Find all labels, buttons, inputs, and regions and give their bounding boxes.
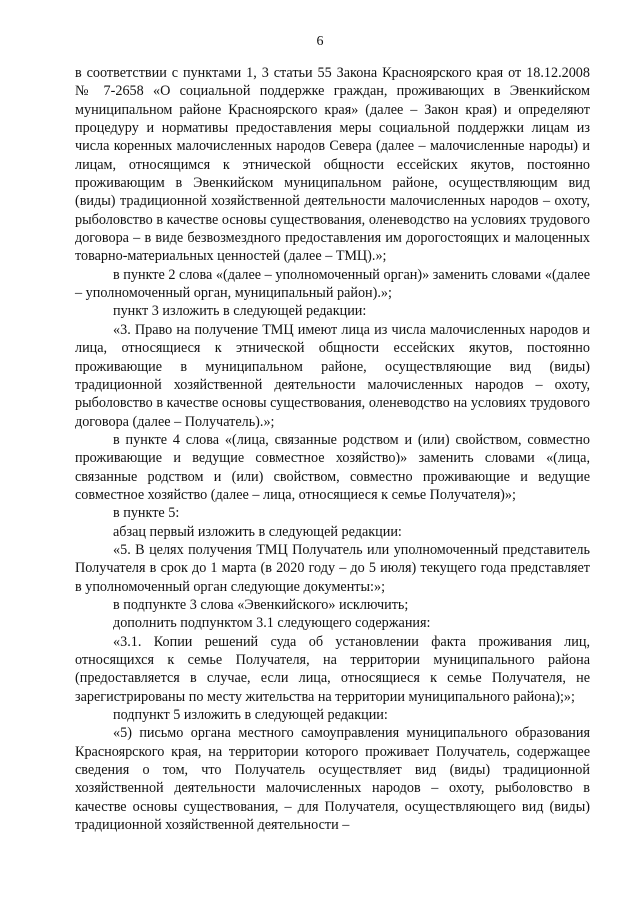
paragraph: в пункте 2 слова «(далее – уполномоченный орган)» заменить словами «(далее – уполномоченный орган, муниципальный район).»; bbox=[75, 266, 590, 302]
paragraph: в подпункте 3 слова «Эвенкийского» исключить; bbox=[113, 596, 409, 613]
paragraph: в соответствии с пунктами 1, 3 статьи 55 Закона Красноярского края от 18.12.2008 № 7-2658 «О социальной поддержке граждан, проживающих в Эвенкийском муниципальном районе Красноярского края» (далее – Закон края) и определяют процедуру и нормативы предоставления меры социальной поддержки лицам из числа коренных малочисленных народов Севера (далее – малочисленные народы) и лицам, относящимся к этнической общности ессейских якутов, постоянно проживающим в Эвенкийском муниципальном районе, осуществляющим вид (виды) традиционной хозяйственной деятельности малочисленных народов – охоту, рыболовство в качестве основы существования, оленеводство на условиях трудового договора – в виде безвозмездного предоставления им дорогостоящих и малоценных товарно-материальных ценностей (далее – ТМЦ).»; bbox=[75, 65, 590, 265]
document-body bbox=[75, 64, 590, 834]
paragraph: дополнить подпунктом 3.1 следующего содержания: bbox=[113, 615, 431, 632]
paragraph: абзац первый изложить в следующей редакции: bbox=[113, 523, 402, 540]
paragraph: подпункт 5 изложить в следующей редакции: bbox=[113, 707, 388, 724]
paragraph: «3.1. Копии решений суда об установлении факта проживания лиц, относящихся к семье Получателя, на территории муниципального района (предоставляется в случае, если лица, относящиеся к семье Получателя, не зарегистрированы по месту жительства на территории муниципального района);»; bbox=[75, 633, 590, 705]
page-number: 6 bbox=[316, 34, 324, 49]
paragraph: в пункте 4 слова «(лица, связанные родством и (или) свойством, совместно проживающие и ведущие совместное хозяйство)» заменить словами «(лица, связанные родством и (или) свойством, совместно проживающие и ведущие совместное хозяйство (далее – лица, относящиеся к семье Получателя)»; bbox=[75, 431, 590, 503]
paragraph: пункт 3 изложить в следующей редакции: bbox=[113, 303, 367, 320]
paragraph: «5) письмо органа местного самоуправления муниципального образования Красноярского края, на территории которого проживает Получатель, содержащее сведения о том, что Получатель осуществляет вид (виды) традиционной хозяйственной деятельности малочисленных народов – охоту, рыболовство в качестве основы существования, – для Получателя, осуществляющего вид (виды) традиционной хозяйственной деятельности – bbox=[75, 725, 590, 834]
paragraph: в пункте 5: bbox=[113, 505, 180, 522]
paragraph: «3. Право на получение ТМЦ имеют лица из числа малочисленных народов и лица, относящиеся к этнической общности ессейских якутов, постоянно проживающие в муниципальном районе, осуществляющие вид (виды) традиционной хозяйственной деятельности малочисленных народов – охоту, рыболовство в качестве основы существования, оленеводство на условиях трудового договора (далее – Получатель).»; bbox=[75, 321, 590, 430]
paragraph: «5. В целях получения ТМЦ Получатель или уполномоченный представитель Получателя в срок до 1 марта (в 2020 году – до 5 июля) текущего года представляет в уполномоченный орган следующие документы:»; bbox=[75, 541, 590, 595]
